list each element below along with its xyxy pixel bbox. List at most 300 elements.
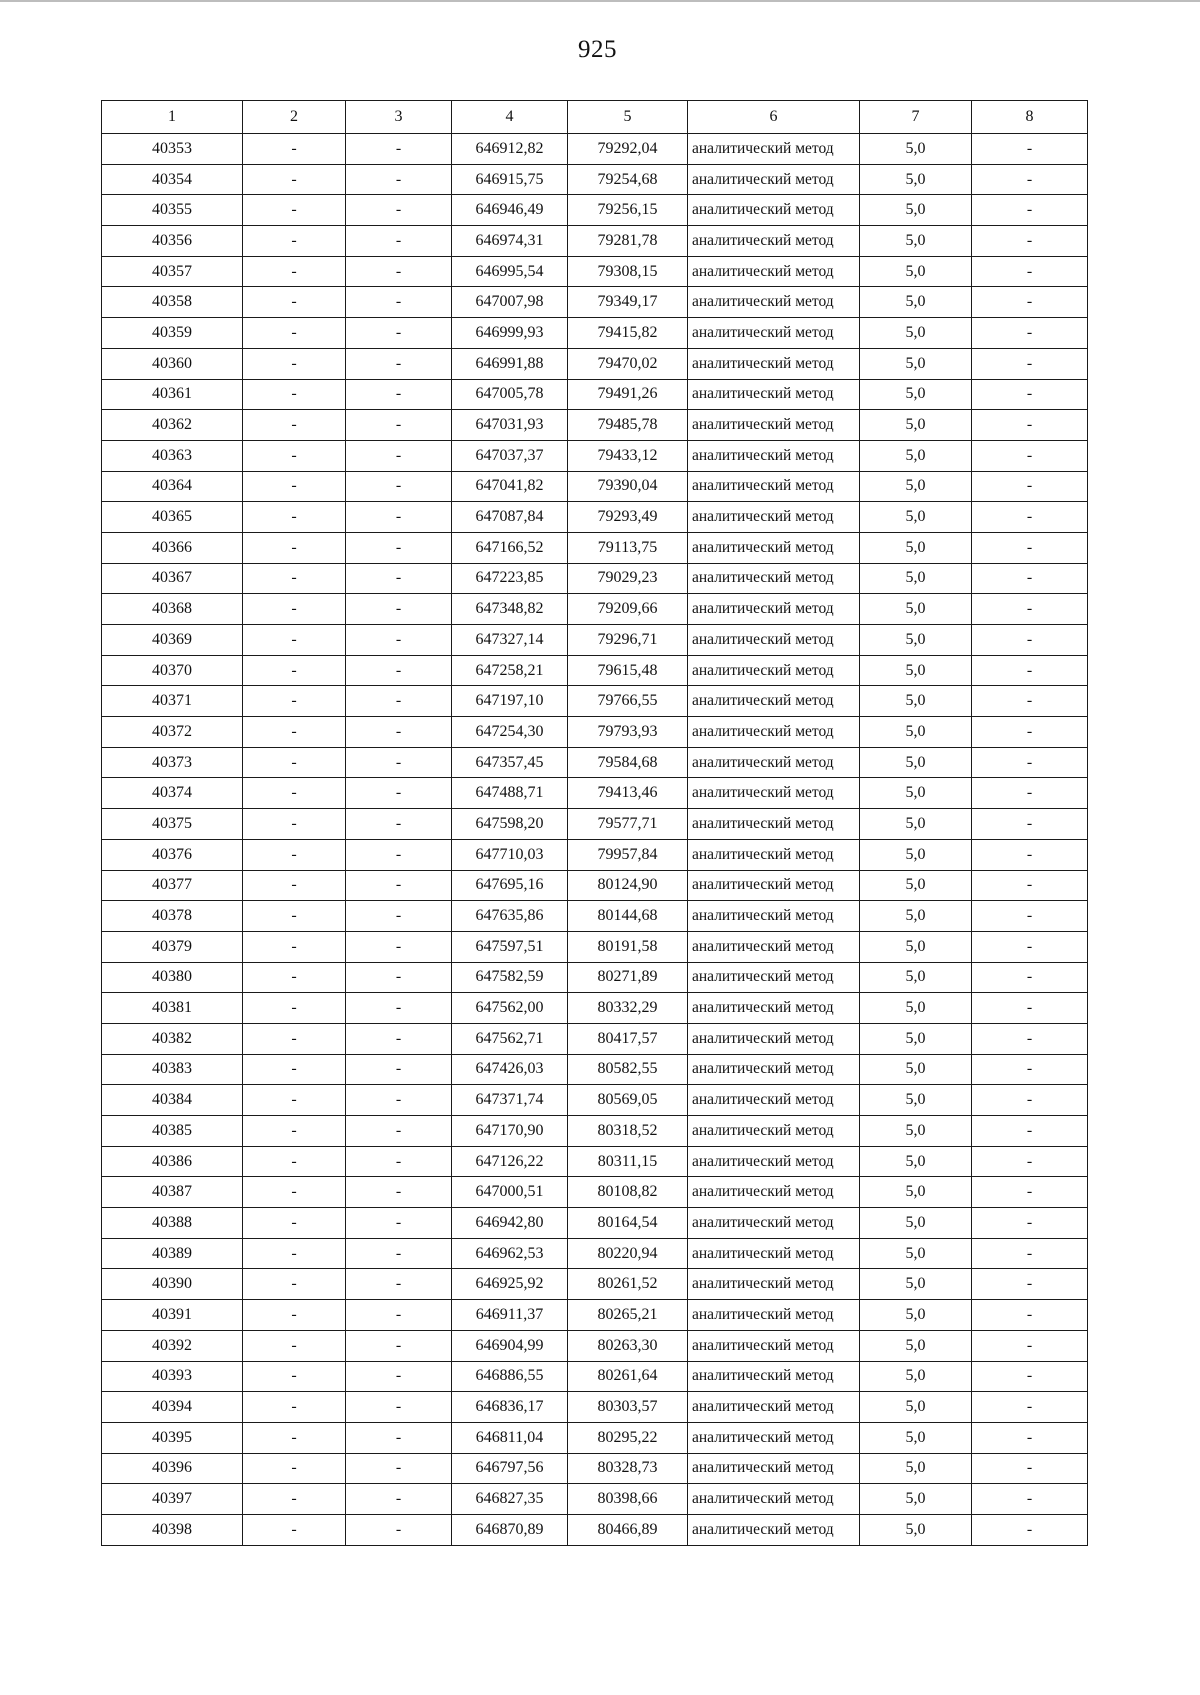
cell-point-number: 40353 — [102, 134, 243, 165]
header-col-1: 1 — [102, 101, 243, 134]
cell-col-3-value: - — [346, 1422, 452, 1453]
table-row — [102, 717, 1088, 748]
cell-col-8-value: - — [972, 1300, 1088, 1331]
cell-method: аналитический метод — [688, 1146, 860, 1177]
cell-col-3-value: - — [346, 1453, 452, 1484]
cell-col-3-value: - — [346, 655, 452, 686]
cell-method: аналитический метод — [688, 870, 860, 901]
cell-col-3-value: - — [346, 471, 452, 502]
cell-point-number: 40393 — [102, 1361, 243, 1392]
cell-method: аналитический метод — [688, 594, 860, 625]
cell-accuracy: 5,0 — [860, 625, 972, 656]
cell-col-2-value: - — [243, 287, 346, 318]
cell-point-number: 40397 — [102, 1484, 243, 1515]
cell-col-2-value: - — [243, 993, 346, 1024]
table-row — [102, 471, 1088, 502]
cell-point-number: 40396 — [102, 1453, 243, 1484]
cell-col-8-value: - — [972, 1023, 1088, 1054]
cell-method: аналитический метод — [688, 993, 860, 1024]
cell-col-3-value: - — [346, 1514, 452, 1545]
header-col-7: 7 — [860, 101, 972, 134]
cell-accuracy: 5,0 — [860, 195, 972, 226]
cell-col-3-value: - — [346, 226, 452, 257]
cell-col-8-value: - — [972, 993, 1088, 1024]
cell-y-coordinate: 79209,66 — [568, 594, 688, 625]
cell-point-number: 40378 — [102, 901, 243, 932]
cell-y-coordinate: 79584,68 — [568, 747, 688, 778]
table-row — [102, 1514, 1088, 1545]
cell-y-coordinate: 79281,78 — [568, 226, 688, 257]
cell-accuracy: 5,0 — [860, 993, 972, 1024]
cell-col-2-value: - — [243, 655, 346, 686]
cell-x-coordinate: 647007,98 — [452, 287, 568, 318]
cell-y-coordinate: 80144,68 — [568, 901, 688, 932]
cell-col-2-value: - — [243, 1177, 346, 1208]
cell-col-3-value: - — [346, 195, 452, 226]
cell-col-2-value: - — [243, 594, 346, 625]
cell-col-8-value: - — [972, 901, 1088, 932]
cell-col-3-value: - — [346, 747, 452, 778]
header-col-5: 5 — [568, 101, 688, 134]
cell-col-2-value: - — [243, 717, 346, 748]
cell-x-coordinate: 647348,82 — [452, 594, 568, 625]
cell-accuracy: 5,0 — [860, 1116, 972, 1147]
cell-col-3-value: - — [346, 1330, 452, 1361]
cell-col-3-value: - — [346, 1085, 452, 1116]
table-row — [102, 195, 1088, 226]
cell-x-coordinate: 647037,37 — [452, 440, 568, 471]
cell-x-coordinate: 646911,37 — [452, 1300, 568, 1331]
table-row — [102, 532, 1088, 563]
cell-method: аналитический метод — [688, 1392, 860, 1423]
cell-accuracy: 5,0 — [860, 471, 972, 502]
cell-col-8-value: - — [972, 532, 1088, 563]
cell-x-coordinate: 647488,71 — [452, 778, 568, 809]
cell-col-8-value: - — [972, 410, 1088, 441]
cell-col-8-value: - — [972, 1514, 1088, 1545]
cell-accuracy: 5,0 — [860, 1514, 972, 1545]
cell-col-8-value: - — [972, 318, 1088, 349]
cell-y-coordinate: 79293,49 — [568, 502, 688, 533]
cell-point-number: 40365 — [102, 502, 243, 533]
cell-col-2-value: - — [243, 1514, 346, 1545]
cell-col-8-value: - — [972, 655, 1088, 686]
cell-accuracy: 5,0 — [860, 164, 972, 195]
cell-method: аналитический метод — [688, 532, 860, 563]
table-row — [102, 1484, 1088, 1515]
cell-method: аналитический метод — [688, 134, 860, 165]
cell-col-2-value: - — [243, 931, 346, 962]
cell-method: аналитический метод — [688, 379, 860, 410]
cell-accuracy: 5,0 — [860, 1085, 972, 1116]
cell-x-coordinate: 647426,03 — [452, 1054, 568, 1085]
table-row — [102, 348, 1088, 379]
cell-x-coordinate: 646904,99 — [452, 1330, 568, 1361]
cell-col-3-value: - — [346, 563, 452, 594]
cell-col-8-value: - — [972, 809, 1088, 840]
cell-accuracy: 5,0 — [860, 287, 972, 318]
cell-col-3-value: - — [346, 1361, 452, 1392]
cell-method: аналитический метод — [688, 901, 860, 932]
cell-point-number: 40383 — [102, 1054, 243, 1085]
cell-point-number: 40371 — [102, 686, 243, 717]
cell-col-2-value: - — [243, 1208, 346, 1239]
cell-y-coordinate: 80261,52 — [568, 1269, 688, 1300]
cell-x-coordinate: 647223,85 — [452, 563, 568, 594]
table-row — [102, 655, 1088, 686]
table-row — [102, 1330, 1088, 1361]
table-row — [102, 318, 1088, 349]
cell-y-coordinate: 80263,30 — [568, 1330, 688, 1361]
cell-accuracy: 5,0 — [860, 655, 972, 686]
cell-col-3-value: - — [346, 1116, 452, 1147]
cell-y-coordinate: 79113,75 — [568, 532, 688, 563]
cell-method: аналитический метод — [688, 1116, 860, 1147]
cell-x-coordinate: 647582,59 — [452, 962, 568, 993]
cell-x-coordinate: 646886,55 — [452, 1361, 568, 1392]
cell-col-8-value: - — [972, 471, 1088, 502]
cell-x-coordinate: 646836,17 — [452, 1392, 568, 1423]
cell-method: аналитический метод — [688, 778, 860, 809]
cell-x-coordinate: 646942,80 — [452, 1208, 568, 1239]
cell-col-3-value: - — [346, 410, 452, 441]
table-row — [102, 410, 1088, 441]
cell-col-2-value: - — [243, 1330, 346, 1361]
cell-point-number: 40369 — [102, 625, 243, 656]
cell-y-coordinate: 80164,54 — [568, 1208, 688, 1239]
cell-method: аналитический метод — [688, 440, 860, 471]
cell-col-2-value: - — [243, 1300, 346, 1331]
cell-y-coordinate: 79415,82 — [568, 318, 688, 349]
page-top-edge — [0, 0, 1200, 2]
cell-point-number: 40370 — [102, 655, 243, 686]
cell-accuracy: 5,0 — [860, 962, 972, 993]
table-row — [102, 931, 1088, 962]
table-row — [102, 226, 1088, 257]
header-col-8: 8 — [972, 101, 1088, 134]
cell-x-coordinate: 647598,20 — [452, 809, 568, 840]
cell-point-number: 40368 — [102, 594, 243, 625]
cell-y-coordinate: 80332,29 — [568, 993, 688, 1024]
cell-accuracy: 5,0 — [860, 594, 972, 625]
cell-y-coordinate: 79793,93 — [568, 717, 688, 748]
cell-col-3-value: - — [346, 348, 452, 379]
cell-accuracy: 5,0 — [860, 348, 972, 379]
cell-point-number: 40387 — [102, 1177, 243, 1208]
cell-method: аналитический метод — [688, 1453, 860, 1484]
cell-accuracy: 5,0 — [860, 134, 972, 165]
cell-col-3-value: - — [346, 594, 452, 625]
table-row — [102, 1085, 1088, 1116]
cell-x-coordinate: 647710,03 — [452, 839, 568, 870]
cell-y-coordinate: 80271,89 — [568, 962, 688, 993]
cell-x-coordinate: 647197,10 — [452, 686, 568, 717]
cell-col-8-value: - — [972, 962, 1088, 993]
cell-x-coordinate: 647562,71 — [452, 1023, 568, 1054]
cell-accuracy: 5,0 — [860, 1238, 972, 1269]
cell-y-coordinate: 79470,02 — [568, 348, 688, 379]
table-row — [102, 1116, 1088, 1147]
cell-y-coordinate: 80220,94 — [568, 1238, 688, 1269]
cell-point-number: 40377 — [102, 870, 243, 901]
cell-col-2-value: - — [243, 134, 346, 165]
cell-accuracy: 5,0 — [860, 1269, 972, 1300]
table-row — [102, 1392, 1088, 1423]
cell-col-8-value: - — [972, 1054, 1088, 1085]
cell-point-number: 40386 — [102, 1146, 243, 1177]
cell-x-coordinate: 646962,53 — [452, 1238, 568, 1269]
cell-accuracy: 5,0 — [860, 410, 972, 441]
cell-col-3-value: - — [346, 1392, 452, 1423]
cell-point-number: 40395 — [102, 1422, 243, 1453]
cell-col-8-value: - — [972, 348, 1088, 379]
cell-col-3-value: - — [346, 870, 452, 901]
cell-x-coordinate: 646797,56 — [452, 1453, 568, 1484]
cell-col-8-value: - — [972, 563, 1088, 594]
cell-point-number: 40394 — [102, 1392, 243, 1423]
cell-col-3-value: - — [346, 440, 452, 471]
cell-point-number: 40360 — [102, 348, 243, 379]
cell-accuracy: 5,0 — [860, 226, 972, 257]
cell-col-2-value: - — [243, 870, 346, 901]
cell-point-number: 40384 — [102, 1085, 243, 1116]
cell-col-2-value: - — [243, 1422, 346, 1453]
cell-col-8-value: - — [972, 625, 1088, 656]
cell-col-2-value: - — [243, 226, 346, 257]
table-row — [102, 164, 1088, 195]
cell-col-8-value: - — [972, 1361, 1088, 1392]
page-number: 925 — [578, 36, 617, 63]
cell-col-8-value: - — [972, 686, 1088, 717]
cell-method: аналитический метод — [688, 287, 860, 318]
cell-x-coordinate: 647327,14 — [452, 625, 568, 656]
cell-col-3-value: - — [346, 962, 452, 993]
cell-col-2-value: - — [243, 809, 346, 840]
cell-y-coordinate: 79491,26 — [568, 379, 688, 410]
cell-y-coordinate: 80265,21 — [568, 1300, 688, 1331]
cell-method: аналитический метод — [688, 1208, 860, 1239]
cell-point-number: 40391 — [102, 1300, 243, 1331]
cell-accuracy: 5,0 — [860, 1300, 972, 1331]
cell-x-coordinate: 647005,78 — [452, 379, 568, 410]
cell-col-2-value: - — [243, 1146, 346, 1177]
cell-method: аналитический метод — [688, 686, 860, 717]
cell-accuracy: 5,0 — [860, 931, 972, 962]
table-body — [102, 101, 1088, 1546]
cell-col-2-value: - — [243, 532, 346, 563]
cell-col-2-value: - — [243, 1453, 346, 1484]
cell-col-2-value: - — [243, 686, 346, 717]
cell-col-2-value: - — [243, 1085, 346, 1116]
cell-col-2-value: - — [243, 1023, 346, 1054]
cell-x-coordinate: 647254,30 — [452, 717, 568, 748]
cell-col-8-value: - — [972, 440, 1088, 471]
cell-col-2-value: - — [243, 625, 346, 656]
cell-col-3-value: - — [346, 1023, 452, 1054]
cell-accuracy: 5,0 — [860, 809, 972, 840]
cell-col-8-value: - — [972, 839, 1088, 870]
cell-method: аналитический метод — [688, 931, 860, 962]
cell-col-8-value: - — [972, 287, 1088, 318]
table-row — [102, 1361, 1088, 1392]
cell-col-8-value: - — [972, 134, 1088, 165]
cell-x-coordinate: 646870,89 — [452, 1514, 568, 1545]
cell-point-number: 40356 — [102, 226, 243, 257]
cell-method: аналитический метод — [688, 717, 860, 748]
cell-col-2-value: - — [243, 471, 346, 502]
cell-col-2-value: - — [243, 778, 346, 809]
cell-col-2-value: - — [243, 502, 346, 533]
cell-x-coordinate: 646946,49 — [452, 195, 568, 226]
cell-point-number: 40385 — [102, 1116, 243, 1147]
cell-col-3-value: - — [346, 1054, 452, 1085]
cell-accuracy: 5,0 — [860, 778, 972, 809]
cell-accuracy: 5,0 — [860, 502, 972, 533]
cell-y-coordinate: 80311,15 — [568, 1146, 688, 1177]
cell-col-2-value: - — [243, 1054, 346, 1085]
cell-y-coordinate: 80303,57 — [568, 1392, 688, 1423]
cell-y-coordinate: 80582,55 — [568, 1054, 688, 1085]
cell-accuracy: 5,0 — [860, 379, 972, 410]
cell-y-coordinate: 80398,66 — [568, 1484, 688, 1515]
cell-point-number: 40355 — [102, 195, 243, 226]
cell-accuracy: 5,0 — [860, 563, 972, 594]
table-row — [102, 962, 1088, 993]
cell-col-2-value: - — [243, 1238, 346, 1269]
cell-col-3-value: - — [346, 256, 452, 287]
cell-point-number: 40388 — [102, 1208, 243, 1239]
cell-col-8-value: - — [972, 1484, 1088, 1515]
cell-y-coordinate: 80569,05 — [568, 1085, 688, 1116]
cell-y-coordinate: 79485,78 — [568, 410, 688, 441]
cell-method: аналитический метод — [688, 1054, 860, 1085]
cell-col-8-value: - — [972, 1208, 1088, 1239]
table-row — [102, 256, 1088, 287]
cell-accuracy: 5,0 — [860, 1177, 972, 1208]
cell-method: аналитический метод — [688, 809, 860, 840]
cell-x-coordinate: 647695,16 — [452, 870, 568, 901]
cell-accuracy: 5,0 — [860, 686, 972, 717]
header-col-3: 3 — [346, 101, 452, 134]
cell-accuracy: 5,0 — [860, 1484, 972, 1515]
cell-col-8-value: - — [972, 1238, 1088, 1269]
cell-accuracy: 5,0 — [860, 440, 972, 471]
cell-col-3-value: - — [346, 931, 452, 962]
cell-col-8-value: - — [972, 256, 1088, 287]
cell-col-8-value: - — [972, 502, 1088, 533]
cell-point-number: 40373 — [102, 747, 243, 778]
table-row — [102, 778, 1088, 809]
cell-point-number: 40354 — [102, 164, 243, 195]
table-row — [102, 1453, 1088, 1484]
cell-y-coordinate: 79577,71 — [568, 809, 688, 840]
cell-col-8-value: - — [972, 1392, 1088, 1423]
cell-method: аналитический метод — [688, 502, 860, 533]
cell-accuracy: 5,0 — [860, 1422, 972, 1453]
cell-point-number: 40376 — [102, 839, 243, 870]
table-row — [102, 379, 1088, 410]
cell-point-number: 40379 — [102, 931, 243, 962]
cell-point-number: 40358 — [102, 287, 243, 318]
cell-y-coordinate: 79349,17 — [568, 287, 688, 318]
cell-method: аналитический метод — [688, 962, 860, 993]
cell-col-3-value: - — [346, 1146, 452, 1177]
cell-col-2-value: - — [243, 1361, 346, 1392]
cell-method: аналитический метод — [688, 655, 860, 686]
cell-x-coordinate: 646974,31 — [452, 226, 568, 257]
cell-col-2-value: - — [243, 563, 346, 594]
cell-x-coordinate: 646912,82 — [452, 134, 568, 165]
cell-point-number: 40367 — [102, 563, 243, 594]
cell-point-number: 40398 — [102, 1514, 243, 1545]
cell-col-3-value: - — [346, 625, 452, 656]
table-row — [102, 1023, 1088, 1054]
cell-col-8-value: - — [972, 778, 1088, 809]
cell-x-coordinate: 646811,04 — [452, 1422, 568, 1453]
cell-col-8-value: - — [972, 1453, 1088, 1484]
cell-col-8-value: - — [972, 1269, 1088, 1300]
table-row — [102, 1269, 1088, 1300]
cell-point-number: 40374 — [102, 778, 243, 809]
cell-col-2-value: - — [243, 839, 346, 870]
table-row — [102, 1177, 1088, 1208]
cell-x-coordinate: 647000,51 — [452, 1177, 568, 1208]
table-row — [102, 1146, 1088, 1177]
cell-x-coordinate: 647041,82 — [452, 471, 568, 502]
header-col-2: 2 — [243, 101, 346, 134]
cell-accuracy: 5,0 — [860, 717, 972, 748]
cell-col-3-value: - — [346, 318, 452, 349]
cell-method: аналитический метод — [688, 410, 860, 441]
cell-col-3-value: - — [346, 778, 452, 809]
cell-col-3-value: - — [346, 686, 452, 717]
header-col-4: 4 — [452, 101, 568, 134]
cell-x-coordinate: 647371,74 — [452, 1085, 568, 1116]
cell-col-3-value: - — [346, 1300, 452, 1331]
cell-point-number: 40382 — [102, 1023, 243, 1054]
table-row — [102, 563, 1088, 594]
cell-accuracy: 5,0 — [860, 1361, 972, 1392]
cell-col-8-value: - — [972, 1146, 1088, 1177]
cell-accuracy: 5,0 — [860, 1023, 972, 1054]
cell-point-number: 40361 — [102, 379, 243, 410]
cell-y-coordinate: 79433,12 — [568, 440, 688, 471]
coordinates-table — [101, 100, 1088, 1546]
cell-col-3-value: - — [346, 164, 452, 195]
cell-point-number: 40362 — [102, 410, 243, 441]
cell-x-coordinate: 646925,92 — [452, 1269, 568, 1300]
table-row — [102, 686, 1088, 717]
cell-method: аналитический метод — [688, 1085, 860, 1116]
cell-x-coordinate: 647166,52 — [452, 532, 568, 563]
cell-method: аналитический метод — [688, 318, 860, 349]
cell-x-coordinate: 647597,51 — [452, 931, 568, 962]
cell-x-coordinate: 647357,45 — [452, 747, 568, 778]
cell-y-coordinate: 80295,22 — [568, 1422, 688, 1453]
cell-method: аналитический метод — [688, 1514, 860, 1545]
cell-method: аналитический метод — [688, 1177, 860, 1208]
table-row — [102, 502, 1088, 533]
cell-x-coordinate: 646915,75 — [452, 164, 568, 195]
cell-x-coordinate: 647170,90 — [452, 1116, 568, 1147]
table-row — [102, 625, 1088, 656]
cell-col-2-value: - — [243, 747, 346, 778]
cell-point-number: 40375 — [102, 809, 243, 840]
cell-accuracy: 5,0 — [860, 747, 972, 778]
table-row — [102, 134, 1088, 165]
table-row — [102, 839, 1088, 870]
cell-y-coordinate: 79308,15 — [568, 256, 688, 287]
